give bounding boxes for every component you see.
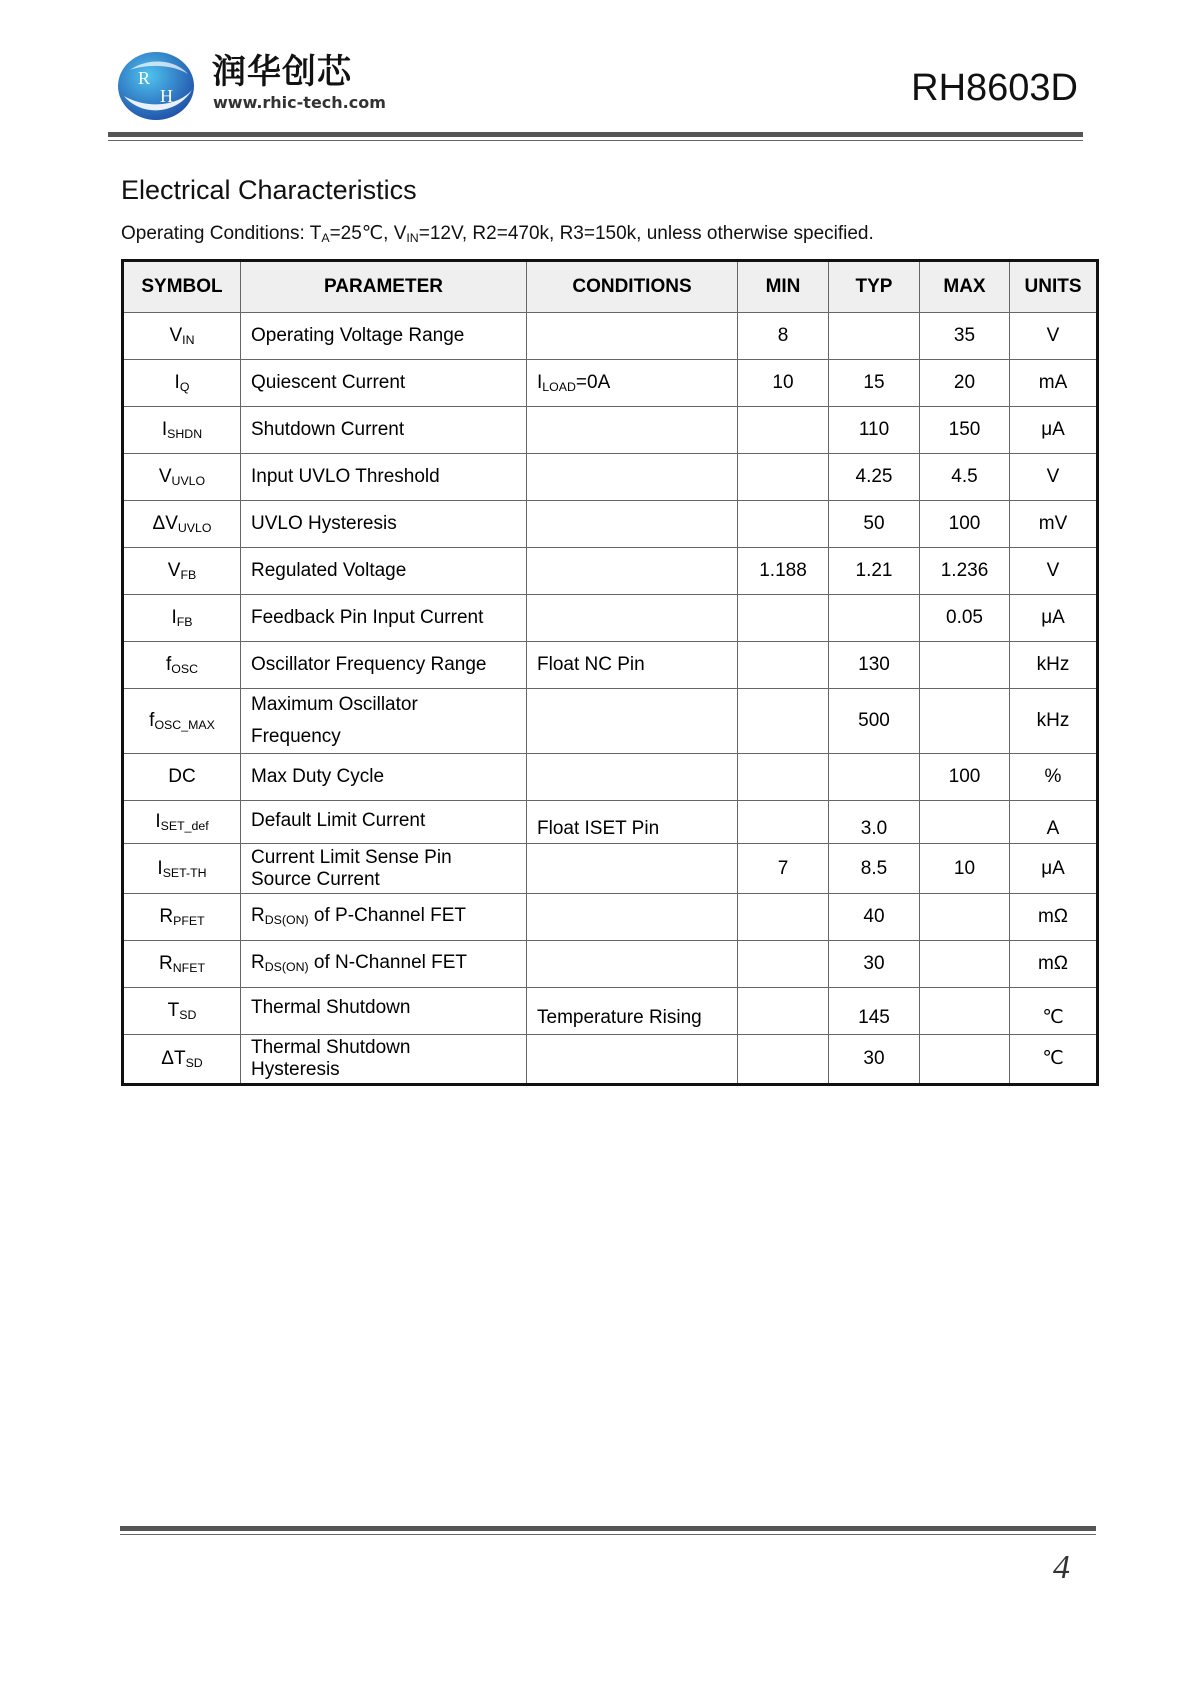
cell-symbol: $V_{UVLO}$ [123,454,241,501]
cell-parameter: Thermal Shutdown Hysteresis [241,1035,527,1085]
footer-rule-thin [120,1534,1096,1535]
cell-max: 4.5 [920,454,1010,501]
cell-parameter: Quiescent Current [241,360,527,407]
cell-parameter: Thermal Shutdown [241,988,527,1035]
table-row [123,595,1098,642]
cell-conditions [527,407,738,454]
cell-min: 10 [738,360,829,407]
table-row [123,894,1098,941]
cell-min [738,801,829,844]
cell-max [920,894,1010,941]
cell-min [738,988,829,1035]
cell-units: ℃ [1010,988,1098,1035]
cell-max: 1.236 [920,548,1010,595]
cell-symbol: $R_{NFET}$ [123,941,241,988]
cell-symbol: $V_{FB}$ [123,548,241,595]
cell-units: mΩ [1010,941,1098,988]
cell-min [738,642,829,689]
cell-units: V [1010,454,1098,501]
cell-typ: 8.5 [829,844,920,894]
cell-conditions: Float NC Pin [527,642,738,689]
logo-letter-r: R [138,68,151,88]
cell-typ: 130 [829,642,920,689]
cell-units: kHz [1010,689,1098,754]
cell-max [920,1035,1010,1085]
cell-units: mV [1010,501,1098,548]
header-units: UNITS [1010,261,1098,313]
cell-conditions [527,595,738,642]
cell-units: A [1010,801,1098,844]
cell-conditions [527,501,738,548]
cell-typ [829,754,920,801]
cell-max: 100 [920,754,1010,801]
cell-parameter: Default Limit Current [241,801,527,844]
cell-units: V [1010,313,1098,360]
cell-parameter: Regulated Voltage [241,548,527,595]
cell-typ: 1.21 [829,548,920,595]
cell-conditions: Float ISET Pin [527,801,738,844]
cell-units: V [1010,548,1098,595]
cell-max [920,941,1010,988]
cell-typ: 50 [829,501,920,548]
header-rule-thin [108,140,1083,141]
header-rule-thick [108,132,1083,137]
cell-conditions [527,689,738,754]
cell-parameter: Shutdown Current [241,407,527,454]
cell-typ [829,595,920,642]
cell-parameter: Input UVLO Threshold [241,454,527,501]
table-row [123,407,1098,454]
logo-letter-h: H [160,86,173,106]
cell-max [920,689,1010,754]
cell-conditions [527,894,738,941]
cell-typ: 3.0 [829,801,920,844]
header-max: MAX [920,261,1010,313]
table-row [123,689,1098,754]
section-title: Electrical Characteristics [121,175,417,205]
cell-max [920,988,1010,1035]
cell-max: 0.05 [920,595,1010,642]
header-typ: TYP [829,261,920,313]
cell-units: μA [1010,595,1098,642]
table-row [123,313,1098,360]
header-min: MIN [738,261,829,313]
cell-conditions [527,941,738,988]
table-row [123,548,1098,595]
table-row [123,501,1098,548]
cell-symbol: $\Delta V_{UVLO}$ [123,501,241,548]
cell-symbol: $f_{OSC\_MAX}$ [123,689,241,754]
cell-typ: 4.25 [829,454,920,501]
electrical-characteristics-table [121,259,1099,1086]
cell-symbol: $I_{SET\_def}$ [123,801,241,844]
cell-parameter: Oscillator Frequency Range [241,642,527,689]
cell-units: ℃ [1010,1035,1098,1085]
footer-rule-thick [120,1526,1096,1531]
table-header-row [123,261,1098,313]
cell-conditions [527,548,738,595]
cell-parameter: UVLO Hysteresis [241,501,527,548]
cell-min [738,1035,829,1085]
cell-conditions [527,844,738,894]
cell-parameter: Current Limit Sense Pin Source Current [241,844,527,894]
company-logo [116,50,196,122]
table-row [123,844,1098,894]
cell-min [738,407,829,454]
cell-units: kHz [1010,642,1098,689]
cell-symbol: DC [123,754,241,801]
table-row [123,1035,1098,1085]
cell-parameter: $R_{DS(ON)}$ of P-Channel FET [241,894,527,941]
part-number: RH8603D [911,67,1078,109]
cell-max [920,642,1010,689]
cell-parameter: Maximum Oscillator Frequency [241,689,527,754]
cell-conditions [527,454,738,501]
cell-units: mΩ [1010,894,1098,941]
cell-symbol: $f_{OSC}$ [123,642,241,689]
table-row [123,642,1098,689]
cell-conditions [527,1035,738,1085]
cell-units: % [1010,754,1098,801]
cell-min [738,595,829,642]
cell-max: 100 [920,501,1010,548]
header-symbol: SYMBOL [123,261,241,313]
cell-typ: 15 [829,360,920,407]
cell-min [738,754,829,801]
table-row [123,988,1098,1035]
cell-typ: 30 [829,1035,920,1085]
cell-min: 1.188 [738,548,829,595]
cell-parameter: Operating Voltage Range [241,313,527,360]
cell-min [738,501,829,548]
cell-conditions [527,313,738,360]
cell-parameter: Feedback Pin Input Current [241,595,527,642]
cell-typ: 110 [829,407,920,454]
cell-min [738,894,829,941]
brand-name: 润华创芯 [212,52,352,92]
cell-symbol: $V_{IN}$ [123,313,241,360]
cell-max: 10 [920,844,1010,894]
cell-units: μA [1010,844,1098,894]
table-row [123,941,1098,988]
cell-conditions: Temperature Rising [527,988,738,1035]
table-row [123,454,1098,501]
page-number: 4 [1053,1549,1070,1586]
cell-max: 35 [920,313,1010,360]
cell-typ: 40 [829,894,920,941]
cell-min [738,454,829,501]
cell-symbol: $\Delta T_{SD}$ [123,1035,241,1085]
cell-symbol: $I_{SET-TH}$ [123,844,241,894]
cell-typ: 30 [829,941,920,988]
table-row [123,754,1098,801]
table-row [123,360,1098,407]
brand-url: www.rhic-tech.com [213,93,386,112]
cell-symbol: $I_{SHDN}$ [123,407,241,454]
cell-symbol: $I_Q$ [123,360,241,407]
cell-typ [829,313,920,360]
cell-parameter: Max Duty Cycle [241,754,527,801]
cell-min [738,689,829,754]
cell-units: μA [1010,407,1098,454]
cell-symbol: $T_{SD}$ [123,988,241,1035]
cell-parameter: $R_{DS(ON)}$ of N-Channel FET [241,941,527,988]
cell-typ: 145 [829,988,920,1035]
cell-max [920,801,1010,844]
cell-conditions [527,754,738,801]
cell-max: 150 [920,407,1010,454]
cell-max: 20 [920,360,1010,407]
cell-conditions: $I_{LOAD}=0A$ [527,360,738,407]
cell-units: mA [1010,360,1098,407]
cell-symbol: $I_{FB}$ [123,595,241,642]
header-conditions: CONDITIONS [527,261,738,313]
operating-conditions: Operating Conditions: $T_A=25℃$, $V_{IN}=12V$, R2=470k, R3=150k, unless otherwise specified. [121,223,874,246]
header-parameter: PARAMETER [241,261,527,313]
cell-min [738,941,829,988]
cell-symbol: $R_{PFET}$ [123,894,241,941]
cell-typ: 500 [829,689,920,754]
cell-min: 8 [738,313,829,360]
table-row [123,801,1098,844]
cell-min: 7 [738,844,829,894]
